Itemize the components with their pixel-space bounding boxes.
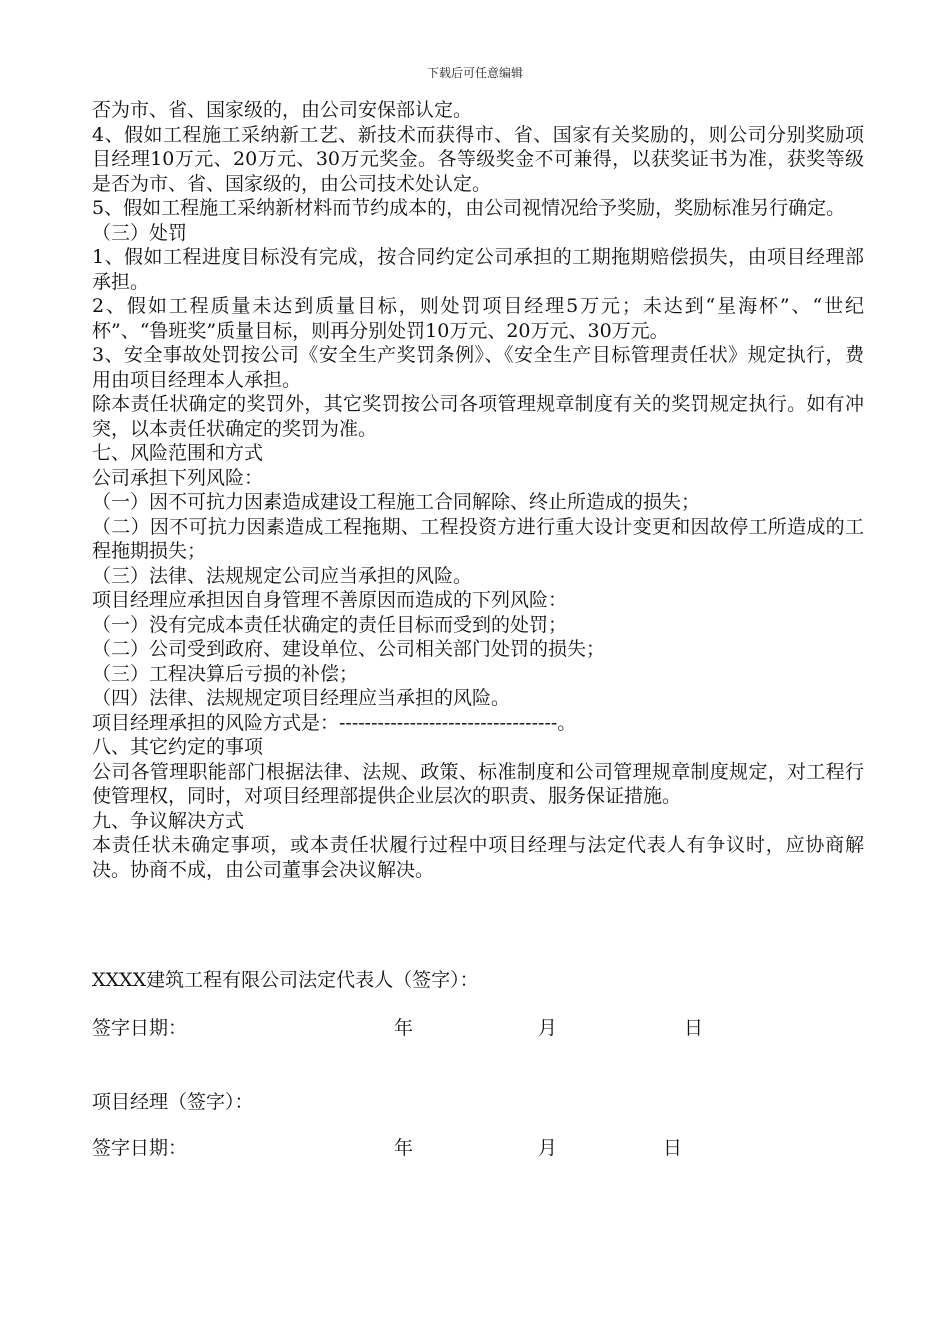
day-label: 日 bbox=[663, 1137, 683, 1159]
year-label: 年 bbox=[394, 1017, 414, 1039]
list-item: （四）法律、法规规定项目经理应当承担的风险。 bbox=[92, 687, 511, 709]
paragraph: 2、假如工程质量未达到质量目标，则处罚项目经理5万元；未达到“星海杯”、“世纪杯”、“鲁班奖”质量目标，则再分别处罚10万元、20万元、30万元。 bbox=[92, 295, 864, 342]
section-heading: 七、风险范围和方式 bbox=[92, 442, 264, 464]
day-label: 日 bbox=[684, 1017, 704, 1039]
list-item: （三）工程决算后亏损的补偿； bbox=[92, 662, 359, 685]
paragraph: 项目经理应承担因自身管理不善原因而造成的下列风险： bbox=[92, 589, 568, 611]
year-label: 年 bbox=[394, 1137, 414, 1159]
month-label: 月 bbox=[538, 1137, 558, 1159]
paragraph: 公司承担下列风险： bbox=[92, 466, 264, 489]
body-text bbox=[92, 98, 864, 882]
paragraph: 否为市、省、国家级的，由公司安保部认定。 bbox=[92, 99, 473, 121]
sign-date-label: 签字日期： bbox=[92, 1137, 188, 1159]
month-label: 月 bbox=[538, 1017, 558, 1039]
manager-label: 项目经理（签字）： bbox=[92, 1091, 254, 1113]
list-item: （一）没有完成本责任状确定的责任目标而受到的处罚； bbox=[92, 613, 568, 636]
paragraph: 5、假如工程施工采纳新材料而节约成本的，由公司视情况给予奖励，奖励标准另行确定。 bbox=[92, 197, 846, 219]
sign-date-label: 签字日期： bbox=[92, 1017, 188, 1039]
paragraph: 本责任状未确定事项，或本责任状履行过程中项目经理与法定代表人有争议时，应协商解决。协商不成，由公司董事会决议解决。 bbox=[92, 834, 864, 881]
section-heading: 八、其它约定的事项 bbox=[92, 736, 264, 758]
page-header: 下载后可任意编辑 bbox=[426, 66, 523, 80]
paragraph: 4、假如工程施工采纳新工艺、新技术而获得市、省、国家有关奖励的，则公司分别奖励项目经理10万元、20万元、30万元奖金。各等级奖金不可兼得，以获奖证书为准，获奖等级是否为市、省、国家级的，由公司技术处认定。 bbox=[92, 123, 864, 195]
list-item: （二）因不可抗力因素造成工程拖期、工程投资方进行重大设计变更和因故停工所造成的工程拖期损失； bbox=[92, 515, 864, 562]
section-heading: 九、争议解决方式 bbox=[92, 809, 245, 832]
list-item: （一）因不可抗力因素造成建设工程施工合同解除、终止所造成的损失； bbox=[92, 491, 701, 513]
company-rep-label: XXXX建筑工程有限公司法定代表人（签字）： bbox=[92, 969, 479, 991]
paragraph: 1、假如工程进度目标没有完成，按合同约定公司承担的工期拖期赔偿损失，由项目经理部承担。 bbox=[92, 246, 864, 293]
list-item: （二）公司受到政府、建设单位、公司相关部门处罚的损失； bbox=[92, 638, 606, 660]
list-item: （三）法律、法规规定公司应当承担的风险。 bbox=[92, 564, 473, 587]
paragraph: 项目经理承担的风险方式是：----------------------------------。 bbox=[92, 711, 577, 734]
paragraph: 除本责任状确定的奖罚外，其它奖罚按公司各项管理规章制度有关的奖罚规定执行。如有冲突，以本责任状确定的奖罚为准。 bbox=[92, 393, 864, 440]
paragraph: 公司各管理职能部门根据法律、法规、政策、标准制度和公司管理规章制度规定，对工程行使管理权，同时，对项目经理部提供企业层次的职责、服务保证措施。 bbox=[92, 760, 864, 807]
section-heading: （三）处罚 bbox=[92, 221, 188, 244]
paragraph: 3、安全事故处罚按公司《安全生产奖罚条例》、《安全生产目标管理责任状》规定执行，费用由项目经理本人承担。 bbox=[92, 344, 864, 391]
